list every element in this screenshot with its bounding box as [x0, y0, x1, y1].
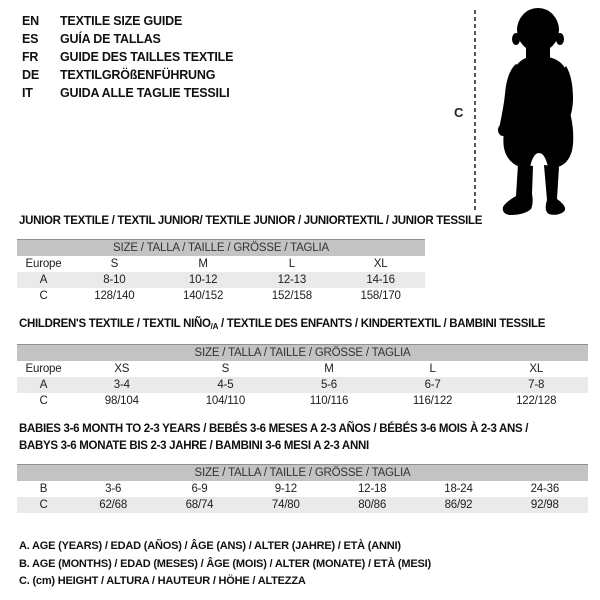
language-code: ES	[22, 32, 39, 46]
size-cell: 80/86	[329, 497, 415, 513]
size-cell: 7-8	[484, 377, 588, 393]
size-cell: 9-12	[274, 482, 297, 495]
size-header-bar: SIZE / TALLA / TAILLE / GRÖSSE / TAGLIA	[17, 465, 588, 481]
size-cell: 10-12	[159, 272, 248, 288]
language-label: GUÍA DE TALLAS	[60, 32, 161, 46]
language-row-en	[22, 12, 233, 30]
children-size-table	[17, 344, 588, 409]
size-cell: 8-10	[70, 272, 159, 288]
language-row-it	[22, 84, 233, 102]
size-cell: S	[110, 257, 119, 270]
size-cell: 98/104	[104, 394, 139, 407]
size-cell: 110/116	[309, 394, 349, 407]
size-cell: XL	[529, 362, 544, 375]
size-cell: 5-6	[277, 377, 381, 393]
row-label: A	[17, 272, 70, 288]
size-cell: 140/152	[183, 289, 224, 302]
table-row-age	[17, 272, 425, 288]
table-row-height	[17, 497, 588, 513]
size-cell: 18-24	[444, 482, 473, 495]
language-label: GUIDE DES TAILLES TEXTILE	[60, 50, 234, 64]
size-cell: 24-36	[530, 482, 560, 495]
size-cell: 92/98	[502, 497, 588, 513]
footnote-b: B. AGE (MONTHS) / EDAD (MESES) / ÂGE (MOIS) / ALTER (MONATE) / ETÀ (MESI)	[19, 557, 431, 570]
size-cell: 128/140	[94, 289, 135, 302]
language-label: TEXTILGRÖßENFÜHRUNG	[60, 68, 216, 82]
size-cell: 158/170	[360, 289, 401, 302]
children-title-sub: /A	[210, 322, 219, 331]
row-label: A	[17, 377, 70, 393]
size-cell: 62/68	[70, 497, 156, 513]
row-label: C	[39, 289, 48, 302]
table-row-height	[17, 288, 425, 304]
size-cell: 3-6	[105, 482, 122, 495]
size-cell: 74/80	[243, 497, 329, 513]
babies-table-title-line1: BABIES 3-6 MONTH TO 2-3 YEARS / BEBÉS 3-6 MESES A 2-3 AÑOS / BÉBÉS 3-6 MOIS À 2-3 ANS /	[19, 423, 529, 435]
size-cell: 12-18	[357, 482, 387, 495]
table-row-europe	[17, 256, 425, 272]
table-row-europe	[17, 361, 588, 377]
size-cell: M	[324, 362, 334, 375]
size-cell: 122/128	[516, 394, 557, 407]
language-code: DE	[22, 68, 39, 82]
junior-size-table	[17, 239, 425, 304]
row-label: Europe	[25, 257, 62, 270]
size-cell: 3-4	[70, 377, 174, 393]
table-row-age-months	[17, 481, 588, 497]
language-label: TEXTILE SIZE GUIDE	[60, 14, 183, 28]
language-row-de	[22, 66, 233, 84]
language-code: IT	[22, 86, 33, 100]
size-cell: 6-7	[381, 377, 485, 393]
size-cell: 86/92	[415, 497, 501, 513]
language-label: GUIDA ALLE TAGLIE TESSILI	[60, 86, 230, 100]
size-header-bar: SIZE / TALLA / TAILLE / GRÖSSE / TAGLIA	[17, 240, 425, 256]
size-cell: XL	[373, 257, 388, 270]
babies-table-title-line2: BABYS 3-6 MONATE BIS 2-3 JAHRE / BAMBINI 3-6 MESI A 2-3 ANNI	[19, 440, 369, 452]
row-label: Europe	[25, 362, 62, 375]
size-cell: 104/110	[205, 394, 246, 407]
footnotes	[19, 538, 431, 591]
size-cell: 14-16	[336, 272, 425, 288]
language-row-fr	[22, 48, 233, 66]
height-figure	[440, 0, 600, 230]
size-cell: 68/74	[156, 497, 242, 513]
size-cell: 4-5	[174, 377, 278, 393]
junior-table-title: JUNIOR TEXTILE / TEXTIL JUNIOR/ TEXTILE JUNIOR / JUNIORTEXTIL / JUNIOR TESSILE	[19, 215, 483, 227]
footnote-c: C. (cm) HEIGHT / ALTURA / HAUTEUR / HÖHE / ALTEZZA	[19, 575, 306, 587]
height-dashed-line	[474, 10, 476, 212]
row-label: C	[17, 497, 70, 513]
language-code: EN	[22, 14, 39, 28]
language-code: FR	[22, 50, 39, 64]
language-list	[22, 12, 233, 102]
size-header-bar: SIZE / TALLA / TAILLE / GRÖSSE / TAGLIA	[17, 345, 588, 361]
row-label: B	[39, 482, 48, 495]
size-cell: L	[288, 257, 295, 270]
children-table-title	[19, 318, 545, 331]
size-cell: 116/122	[412, 394, 453, 407]
size-cell: S	[221, 362, 230, 375]
babies-size-table	[17, 464, 588, 513]
children-title-pre: CHILDREN'S TEXTILE / TEXTIL NIÑO	[19, 318, 211, 330]
table-row-height	[17, 393, 588, 409]
footnote-a: A. AGE (YEARS) / EDAD (AÑOS) / ÂGE (ANS) / ALTER (JAHRE) / ETÀ (ANNI)	[19, 540, 401, 552]
size-cell: M	[198, 257, 208, 270]
size-cell: 6-9	[191, 482, 208, 495]
table-row-age	[17, 377, 588, 393]
size-cell: L	[429, 362, 436, 375]
size-cell: XS	[114, 362, 130, 375]
toddler-silhouette-icon	[478, 6, 594, 216]
row-label: C	[39, 394, 48, 407]
language-row-es	[22, 30, 233, 48]
children-title-post: / TEXTILE DES ENFANTS / KINDERTEXTIL / BAMBINI TESSILE	[218, 318, 546, 330]
height-measure-label: C	[454, 105, 464, 120]
size-cell: 12-13	[248, 272, 337, 288]
size-cell: 152/158	[271, 289, 312, 302]
